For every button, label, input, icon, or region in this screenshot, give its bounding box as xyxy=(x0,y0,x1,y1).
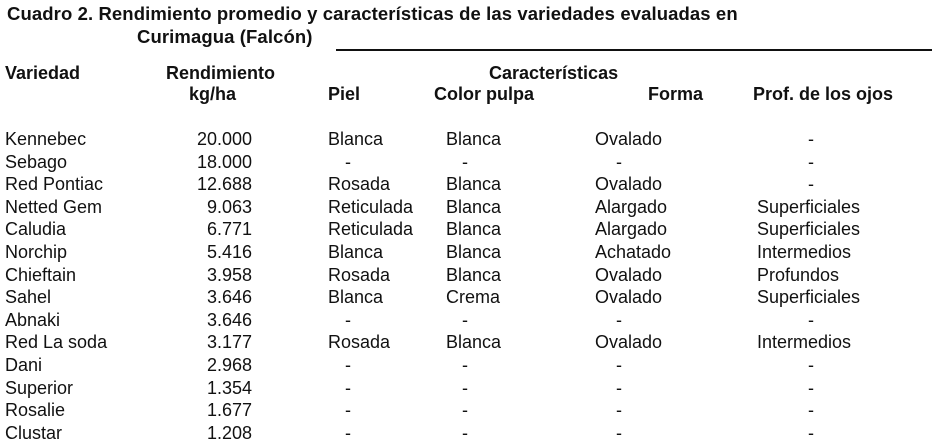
cell-piel: Blanca xyxy=(328,129,384,149)
cell-forma: Ovalado xyxy=(595,332,663,353)
cell-piel: Rosada xyxy=(328,174,391,195)
cell-color-pulpa: Blanca xyxy=(446,129,502,149)
cell-forma: Achatado xyxy=(595,241,672,262)
cell-variedad: Abnaki xyxy=(5,309,61,330)
cell-rendimiento: 3.646 xyxy=(206,287,252,308)
table-row xyxy=(0,264,936,287)
header-unit: kg/ha xyxy=(189,84,237,104)
cell-prof-ojos: - xyxy=(808,309,814,330)
cell-rendimiento: 3.646 xyxy=(206,309,252,330)
cell-rendimiento: 20.000 xyxy=(196,129,252,149)
cell-prof-ojos: - xyxy=(808,129,814,149)
table-row xyxy=(0,331,936,354)
cell-variedad: Chieftain xyxy=(5,264,77,285)
cell-forma: Ovalado xyxy=(595,129,663,149)
cell-color-pulpa: Blanca xyxy=(446,264,502,285)
header-caracteristicas: Características xyxy=(489,63,619,83)
cell-piel: - xyxy=(345,151,351,172)
cell-prof-ojos: - xyxy=(808,422,814,443)
cell-rendimiento: 9.063 xyxy=(206,196,252,217)
cell-variedad: Clustar xyxy=(5,422,63,443)
cell-forma: Alargado xyxy=(595,219,668,240)
cell-color-pulpa: - xyxy=(462,151,468,172)
header-color-pulpa: Color pulpa xyxy=(434,84,534,104)
cell-prof-ojos: - xyxy=(808,174,814,195)
cell-variedad: Red Pontiac xyxy=(5,174,104,195)
cell-forma: - xyxy=(616,309,622,330)
cell-variedad: Caludia xyxy=(5,219,67,240)
cell-piel: Rosada xyxy=(328,264,391,285)
cell-prof-ojos: - xyxy=(808,377,814,398)
cell-color-pulpa: - xyxy=(462,354,468,375)
cell-rendimiento: 3.958 xyxy=(206,264,252,285)
table-row xyxy=(0,422,936,445)
cell-rendimiento: 5.416 xyxy=(206,241,252,262)
cell-piel: - xyxy=(345,377,351,398)
table-row xyxy=(0,377,936,400)
cell-color-pulpa: - xyxy=(462,377,468,398)
cell-prof-ojos: Superficiales xyxy=(757,287,861,308)
cell-prof-ojos: - xyxy=(808,400,814,421)
cell-rendimiento: 12.688 xyxy=(196,174,252,195)
cell-prof-ojos: Intermedios xyxy=(757,332,852,353)
cell-piel: Reticulada xyxy=(328,196,414,217)
cell-piel: Blanca xyxy=(328,287,384,308)
header-piel: Piel xyxy=(328,84,361,104)
header-rendimiento: Rendimiento xyxy=(166,63,276,83)
cell-variedad: Kennebec xyxy=(5,129,87,149)
table-row xyxy=(0,218,936,241)
table-row xyxy=(0,399,936,422)
cell-color-pulpa: Blanca xyxy=(446,219,502,240)
cell-forma: - xyxy=(616,400,622,421)
cell-forma: - xyxy=(616,354,622,375)
cell-color-pulpa: - xyxy=(462,400,468,421)
cell-variedad: Red La soda xyxy=(5,332,108,353)
cell-forma: Ovalado xyxy=(595,264,663,285)
cell-prof-ojos: Superficiales xyxy=(757,196,861,217)
cell-color-pulpa: Blanca xyxy=(446,196,502,217)
cell-color-pulpa: - xyxy=(462,422,468,443)
varieties-table xyxy=(0,128,936,444)
cell-variedad: Rosalie xyxy=(5,400,66,421)
cell-piel: Blanca xyxy=(328,241,384,262)
table-row xyxy=(0,196,936,219)
cell-rendimiento: 3.177 xyxy=(206,332,252,353)
table-row xyxy=(0,173,936,196)
cell-rendimiento: 18.000 xyxy=(196,151,252,172)
table-row xyxy=(0,151,936,174)
header-forma: Forma xyxy=(648,84,704,104)
cell-rendimiento: 6.771 xyxy=(206,219,252,240)
cell-color-pulpa: Crema xyxy=(446,287,501,308)
cell-piel: Rosada xyxy=(328,332,391,353)
cell-prof-ojos: Intermedios xyxy=(757,241,852,262)
cell-rendimiento: 1.208 xyxy=(206,422,252,443)
title-line-2: Curimagua (Falcón) xyxy=(137,26,313,47)
title-rule xyxy=(336,49,932,51)
cell-color-pulpa: Blanca xyxy=(446,241,502,262)
cell-variedad: Sebago xyxy=(5,151,68,172)
cell-piel: - xyxy=(345,354,351,375)
cell-variedad: Norchip xyxy=(5,241,68,262)
cell-piel: Reticulada xyxy=(328,219,414,240)
cell-rendimiento: 2.968 xyxy=(206,354,252,375)
cell-color-pulpa: - xyxy=(462,309,468,330)
cell-prof-ojos: Superficiales xyxy=(757,219,861,240)
cell-color-pulpa: Blanca xyxy=(446,174,502,195)
table-row xyxy=(0,286,936,309)
cell-variedad: Superior xyxy=(5,377,74,398)
cell-color-pulpa: Blanca xyxy=(446,332,502,353)
table-row xyxy=(0,309,936,332)
cell-variedad: Dani xyxy=(5,354,43,375)
cell-rendimiento: 1.677 xyxy=(206,400,252,421)
cell-variedad: Sahel xyxy=(5,287,52,308)
table-title xyxy=(7,2,932,48)
title-line-1: Cuadro 2. Rendimiento promedio y características de las variedades evaluadas en xyxy=(7,3,738,24)
cell-prof-ojos: - xyxy=(808,354,814,375)
cell-forma: - xyxy=(616,377,622,398)
table-row xyxy=(0,354,936,377)
cell-forma: - xyxy=(616,422,622,443)
cell-piel: - xyxy=(345,400,351,421)
cell-variedad: Netted Gem xyxy=(5,196,103,217)
cell-piel: - xyxy=(345,422,351,443)
header-variedad: Variedad xyxy=(5,63,81,83)
cell-forma: - xyxy=(616,151,622,172)
cell-forma: Ovalado xyxy=(595,287,663,308)
header-prof-ojos: Prof. de los ojos xyxy=(753,84,894,104)
cell-forma: Ovalado xyxy=(595,174,663,195)
cell-rendimiento: 1.354 xyxy=(206,377,252,398)
table-row xyxy=(0,128,936,151)
cell-piel: - xyxy=(345,309,351,330)
table-row xyxy=(0,241,936,264)
cell-forma: Alargado xyxy=(595,196,668,217)
cell-prof-ojos: Profundos xyxy=(757,264,840,285)
cell-prof-ojos: - xyxy=(808,151,814,172)
